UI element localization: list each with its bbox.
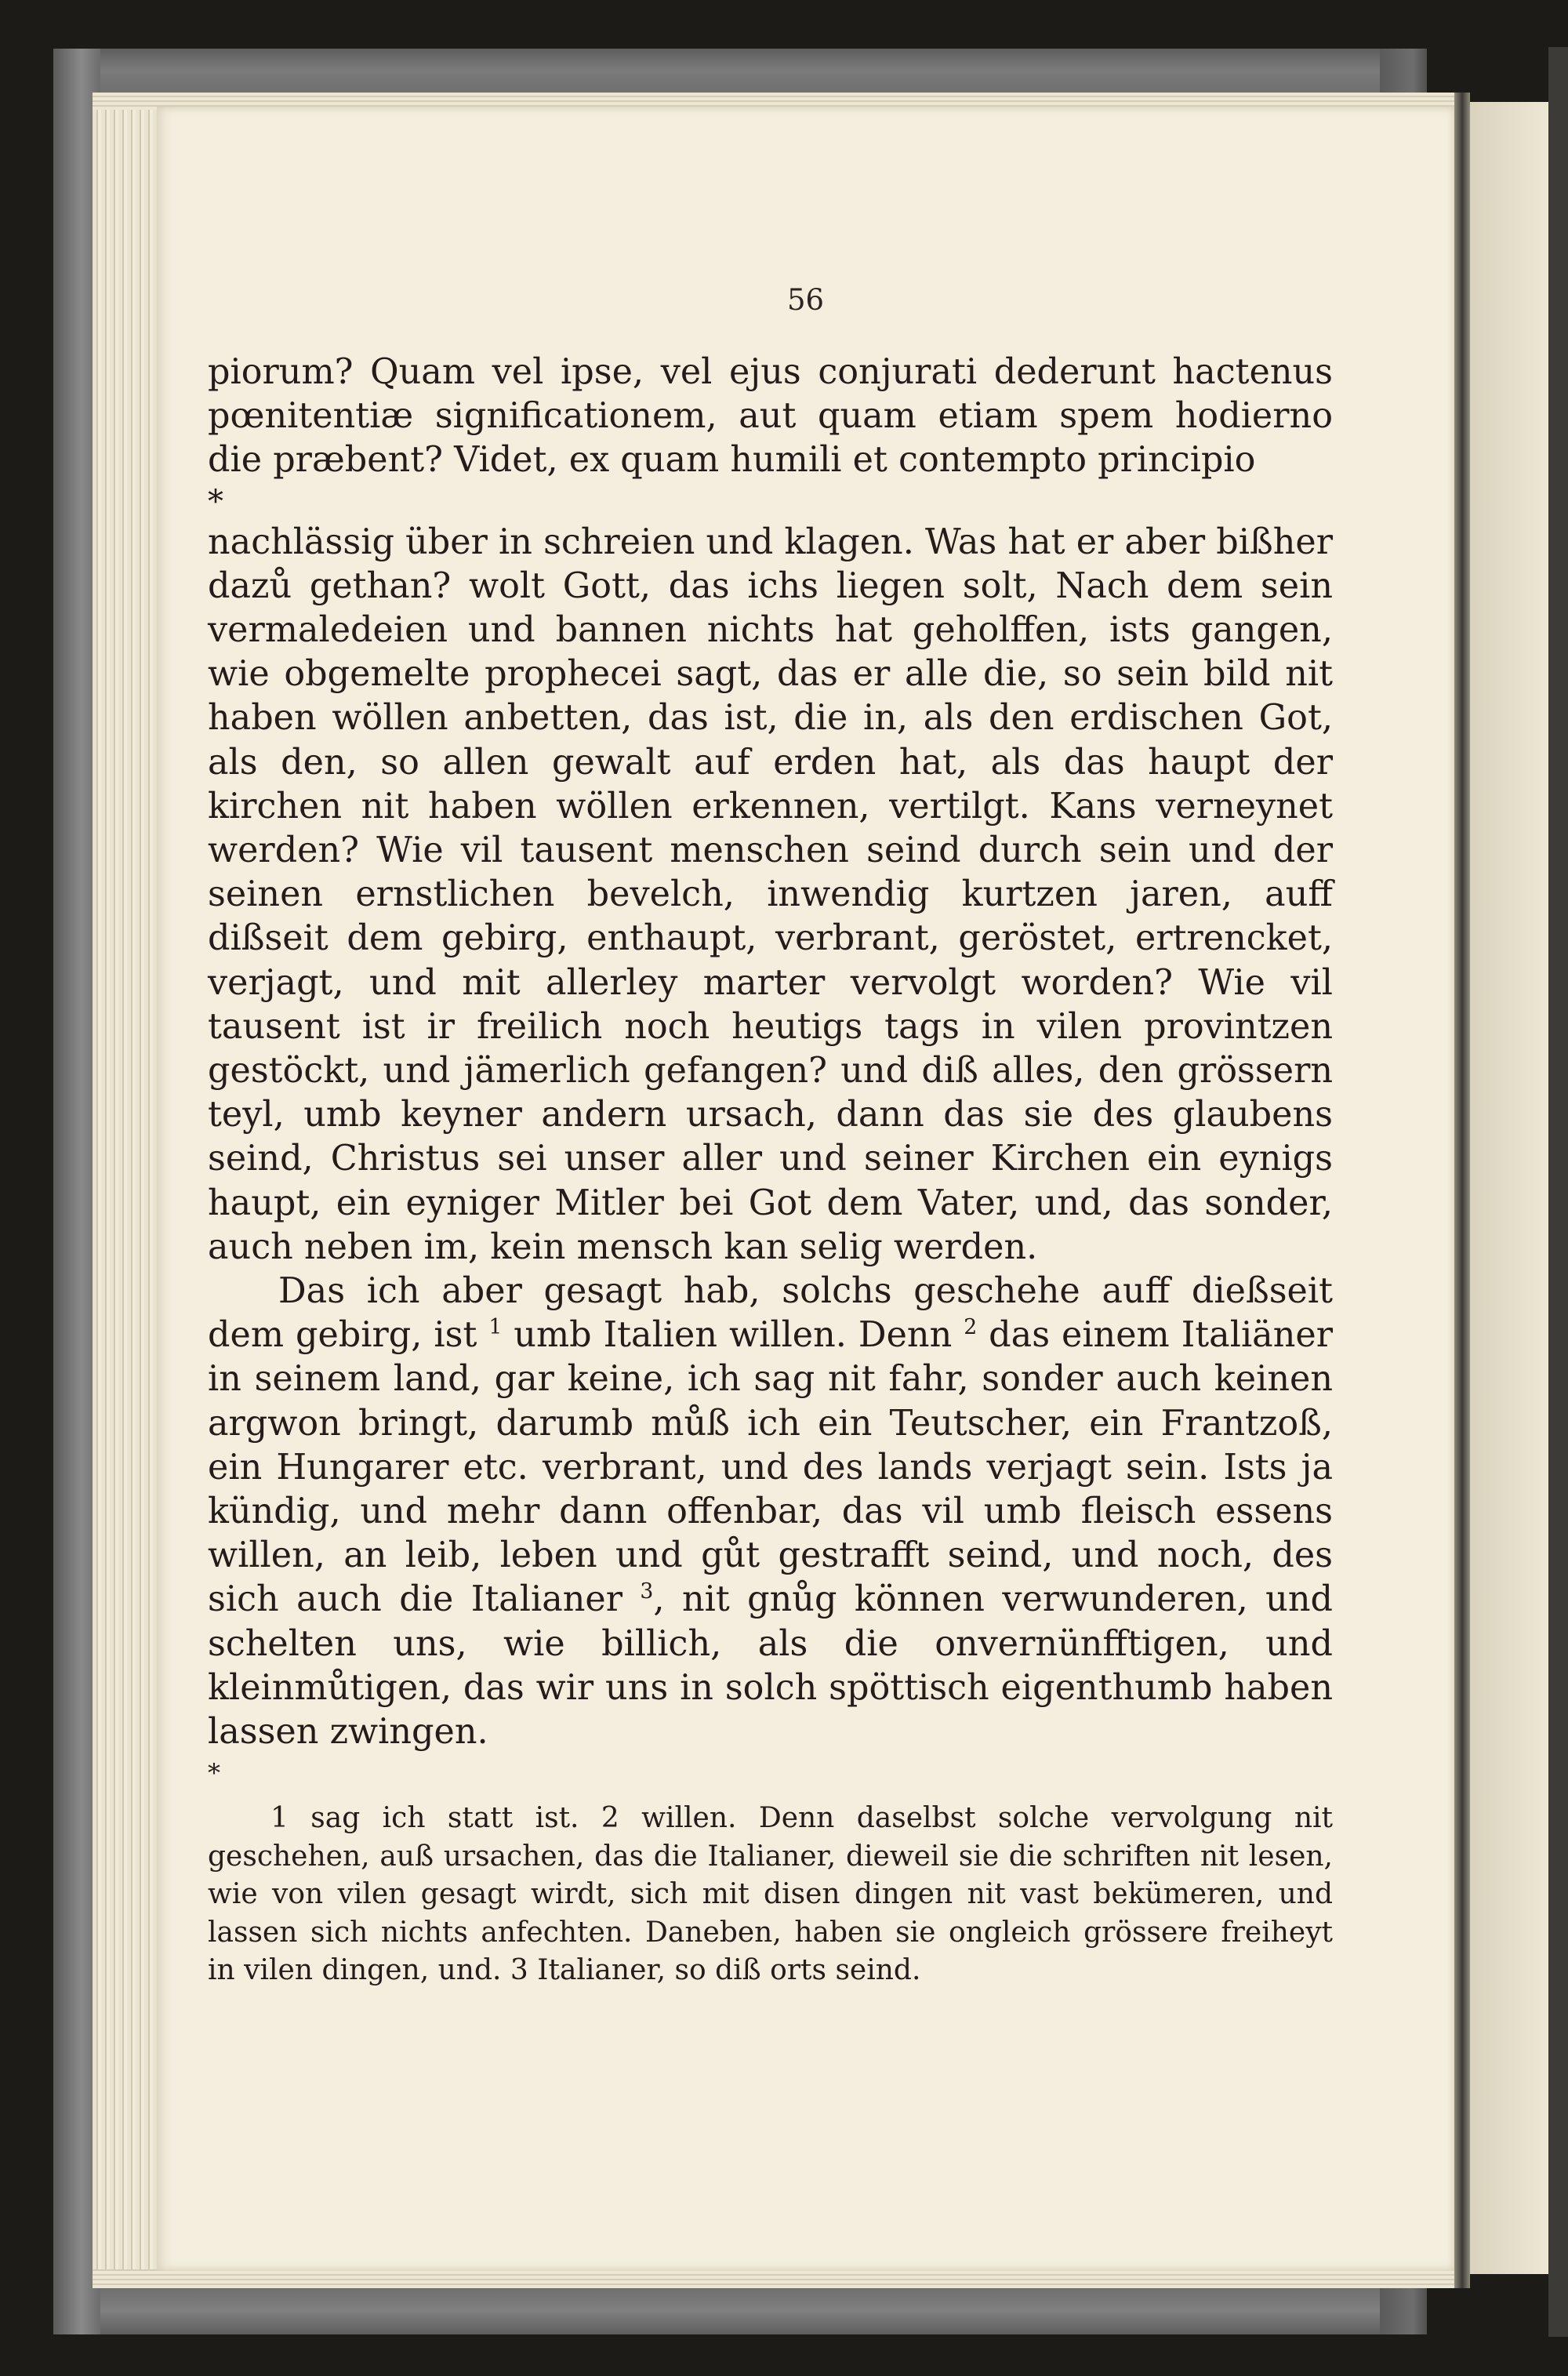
page-stack-bottom [93, 2269, 1457, 2288]
paragraph-2-part-c: das einem Italiäner in seinem land, gar keine, ich sag nit fahr, sonder auch keinen argwon bringt, darumb můß ich ein Teutscher, ein Frantzoß, ein Hungarer etc. verbrant, und des lands verjagt sein. Ists ja kündig, und mehr dann offenbar, das vil umb fleisch essens willen, an leib, leben und gůt gestrafft seind, und noch, des sich auch die Italianer [208, 1315, 1333, 1620]
book-gutter [1454, 93, 1470, 2288]
section-separator: * [208, 483, 223, 520]
footnote-ref-3: 3 [640, 1579, 654, 1604]
book-cover-bottom-edge [55, 2286, 1403, 2334]
paragraph-1: nachlässig über in schreien und klagen. Was hat er aber bißher dazů gethan? wolt Gott, das ichs liegen solt, Nach dem sein vermaledeien und bannen nichts hat geholffen, ists gangen, wie obgemelte prophecei sagt, das er alle die, so sein bild nit haben wöllen anbetten, das ist, die in, als den erdischen Got, als den, so allen gewalt auf erden hat, als das haupt der kirchen nit haben wöllen erkennen, vertilgt. Kans verneynet werden? Wie vil tausent menschen seind durch sein und der seinen ernstlichen bevelch, inwendig kurtzen jaren, auff dißseit dem gebirg, enthaupt, verbrant, geröstet, ertrencket, verjagt, und mit allerley marter vervolgt worden? Wie vil tausent ist ir freilich noch heutigs tags in vilen provintzen gestöckt, und jämerlich gefangen? und diß alles, den grössern teyl, umb keyner andern ursach, dann das sie des glaubens seind, Christus sei unser aller und seiner Kirchen ein eynigs haupt, ein eyniger Mitler bei Got dem Vater, und, das sonder, auch neben im, kein mensch kan selig werden. [208, 521, 1333, 1267]
book-cover-top-edge [55, 49, 1403, 97]
page-number: 56 [786, 283, 825, 317]
footnote-ref-2: 2 [964, 1315, 978, 1340]
footnote-ref-1: 1 [488, 1315, 503, 1340]
paragraph-2-part-b: umb Italien willen. Denn [514, 1315, 953, 1356]
facing-cover-edge [1548, 47, 1568, 2337]
latin-passage: piorum? Quam vel ipse, vel ejus conjurati dederunt hactenus pœnitentiæ significationem, aut quam etiam spem hodierno die præbent? Videt, ex quam humili et contempto principio [208, 352, 1333, 481]
footnotes [208, 1800, 1333, 1990]
end-separator: * [208, 1758, 220, 1789]
paragraph-2-part-d: , nit gnůg können verwunderen, und schelten uns, wie billich, als die onvernünfftigen, und kleinmůtigen, das wir uns in solch spöttisch eigenthumb haben lassen zwingen. [208, 1579, 1333, 1753]
paragraph-2 [208, 1270, 1333, 1754]
page-body [208, 351, 1333, 1792]
facing-page-edge [1470, 102, 1548, 2274]
paragraph-2-part-a: Das ich aber gesagt hab, solchs geschehe auff dießseit dem gebirg, ist [208, 1271, 1333, 1356]
page-stack-left [93, 93, 163, 2288]
footnotes-text: 1 sag ich statt ist. 2 willen. Denn daselbst solche vervolgung nit geschehen, auß ursachen, das die Italianer, dieweil sie die schriften nit lesen, wie von vilen gesagt wirdt, sich mit disen dingen nit vast bekümeren, und lassen sich nichts anfechten. Daneben, haben sie ongleich grössere freiheyt in vilen dingen, und. 3 Italianer, so diß orts seind. [208, 1802, 1333, 1986]
